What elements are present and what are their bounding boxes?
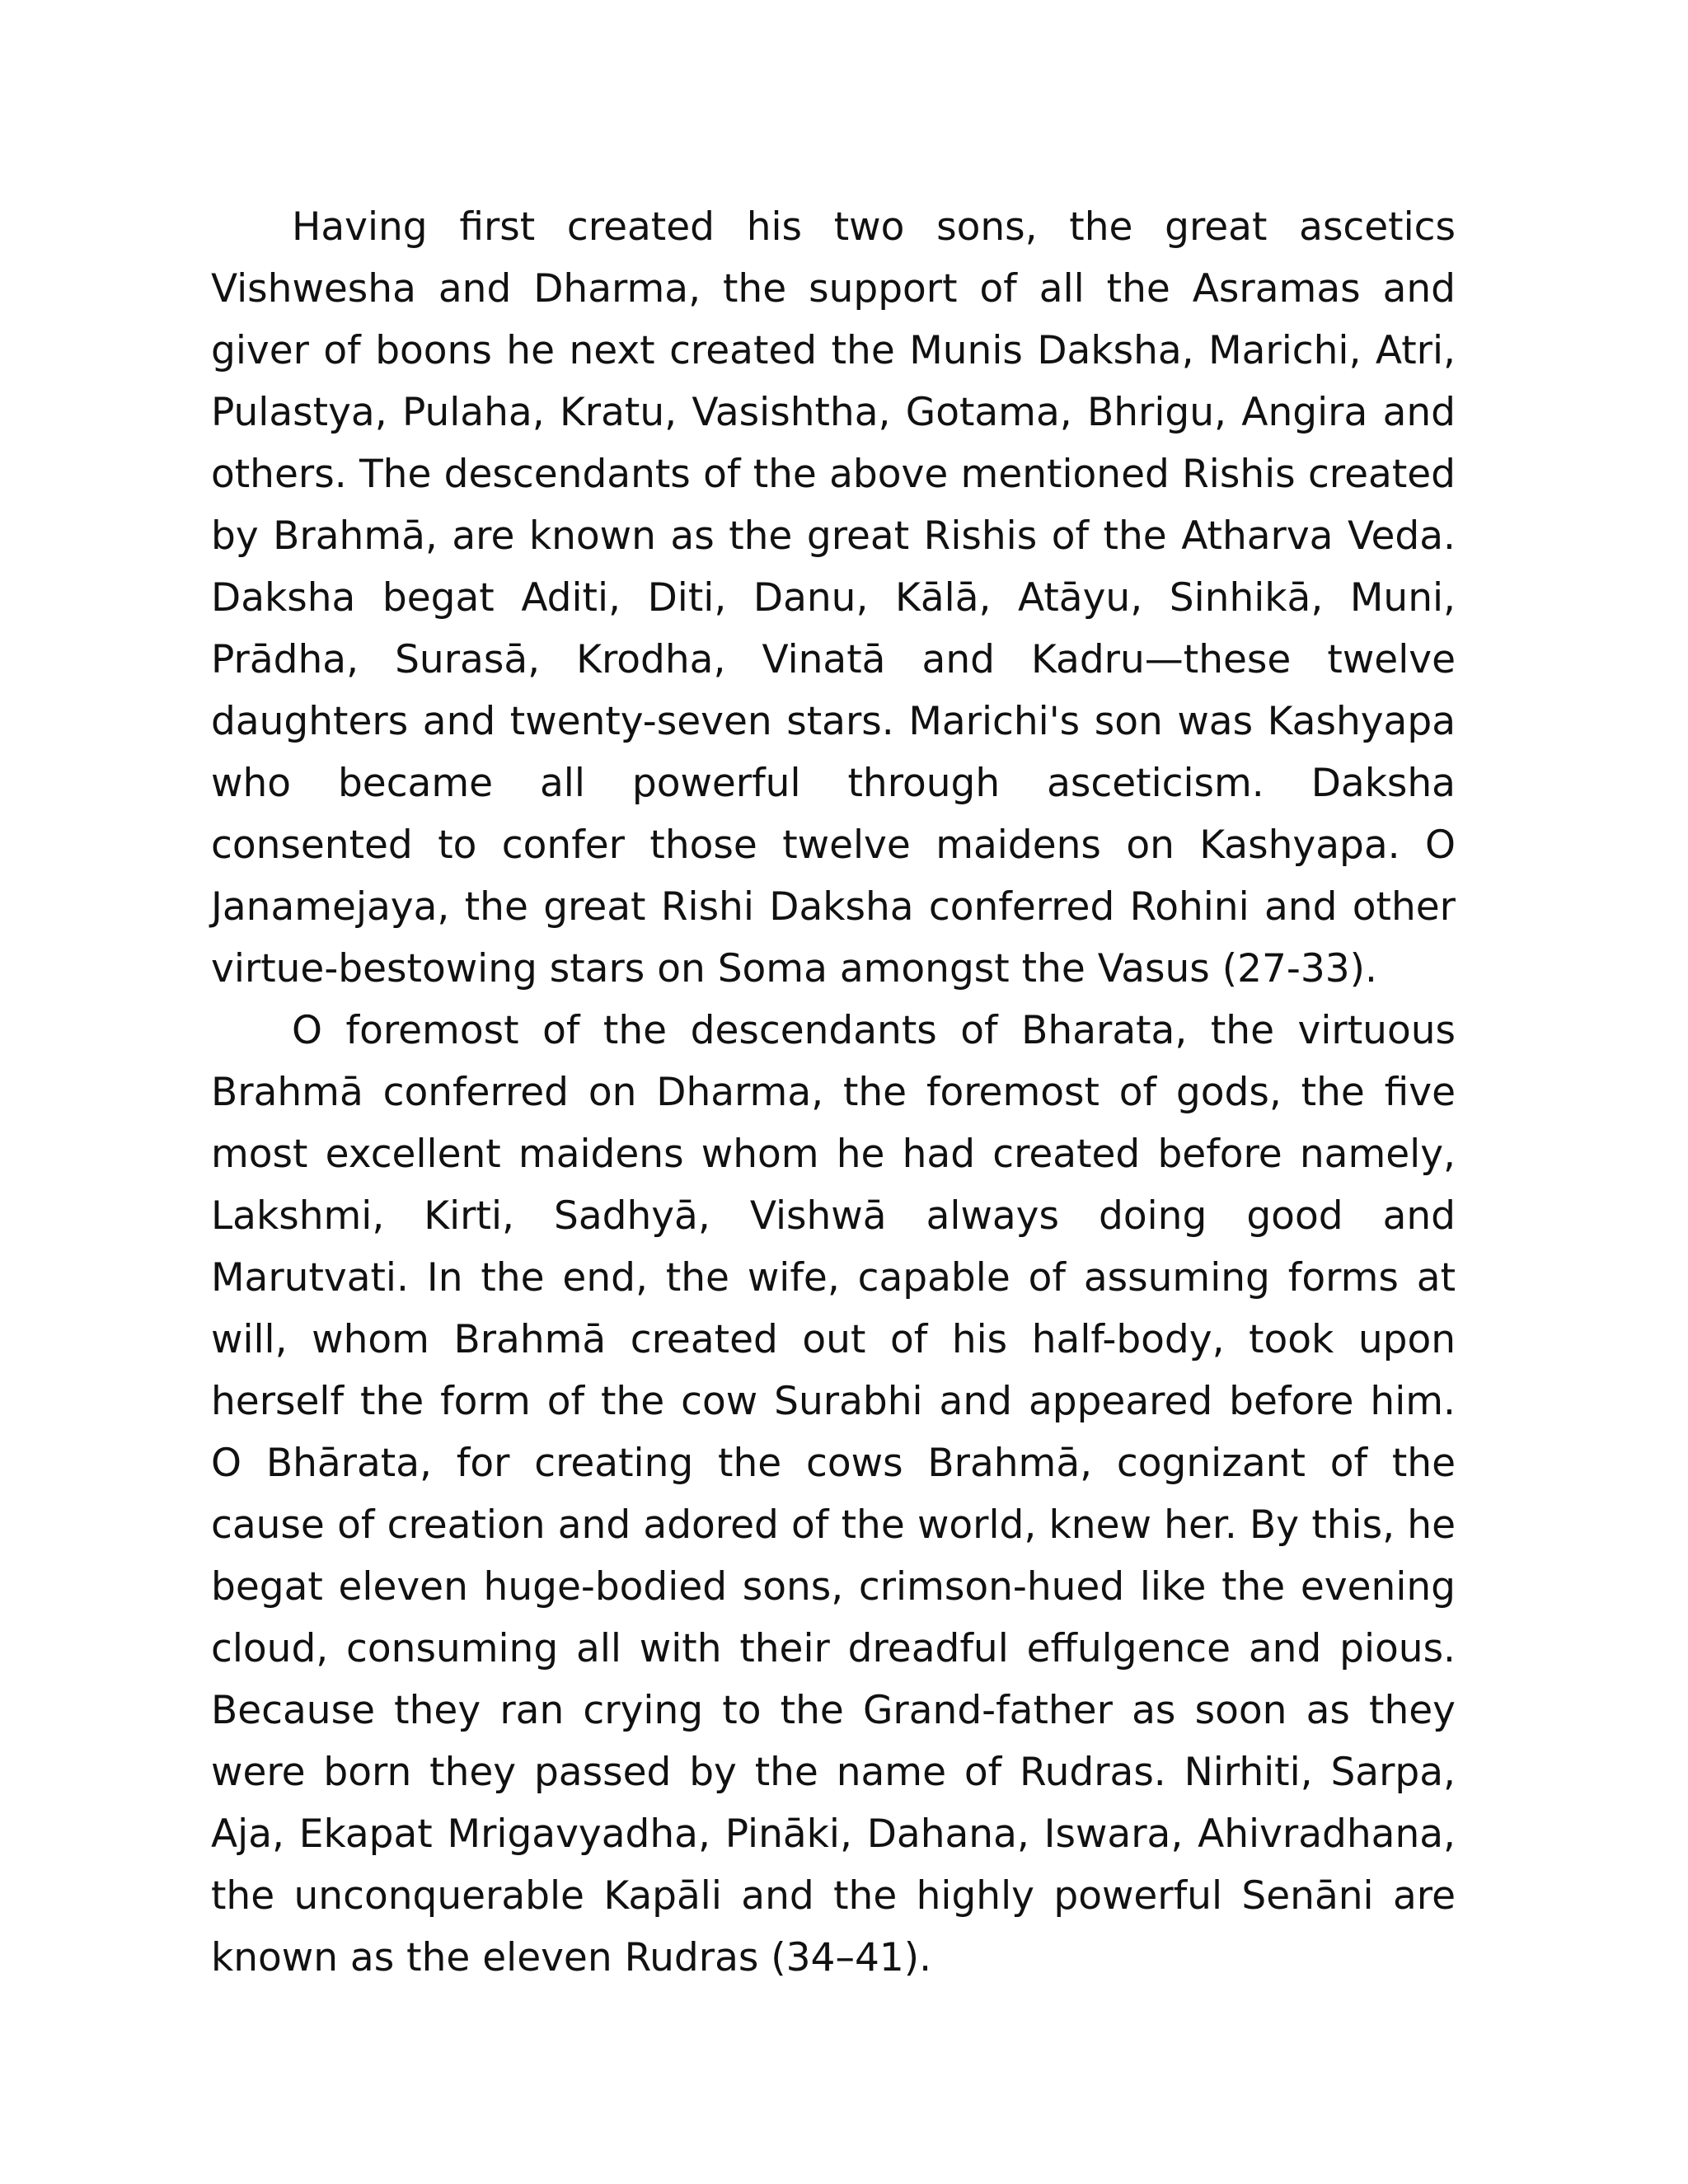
paragraph-2: O foremost of the descendants of Bharata, the virtuous Brahmā conferred on Dharma, the foremost of gods, the five most excellent maidens whom he had created before namely, Lakshmi, Kirti, Sadhyā, Vishwā always doing good and Marutvati. In the end, the wife, capable of assuming forms at will, whom Brahmā created out of his half-body, took upon herself the form of the cow Surabhi and appeared before him. O Bhārata, for creating the cows Brahmā, cognizant of the cause of creation and adored of the world, knew her. By this, he begat eleven huge-bodied sons, crimson-hued like the evening cloud, consuming all with their dreadful effulgence and pious. Because they ran crying to the Grand-father as soon as they were born they passed by the name of Rudras. Nirhiti, Sarpa, Aja, Ekapat Mrigavyadha, Pināki, Dahana, Iswara, Ahivradhana, the unconquerable Kapāli and the highly powerful Senāni are known as the eleven Rudras (34–41).	[211, 1008, 1456, 1980]
body-text	[211, 196, 1456, 1989]
paragraph-1: Having first created his two sons, the great ascetics Vishwesha and Dharma, the support of all the Asramas and giver of boons he next created the Munis Daksha, Marichi, Atri, Pulastya, Pulaha, Kratu, Vasishtha, Gotama, Bhrigu, Angira and others. The descendants of the above mentioned Rishis created by Brahmā, are known as the great Rishis of the Atharva Veda. Daksha begat Aditi, Diti, Danu, Kālā, Atāyu, Sinhikā, Muni, Prādha, Surasā, Krodha, Vinatā and Kadru—these twelve daughters and twenty-seven stars. Marichi's son was Kashyapa who became all powerful through asceticism. Daksha consented to confer those twelve maidens on Kashyapa. O Janamejaya, the great Rishi Daksha conferred Rohini and other virtue-bestowing stars on Soma amongst the Vasus (27-33).	[211, 204, 1456, 991]
